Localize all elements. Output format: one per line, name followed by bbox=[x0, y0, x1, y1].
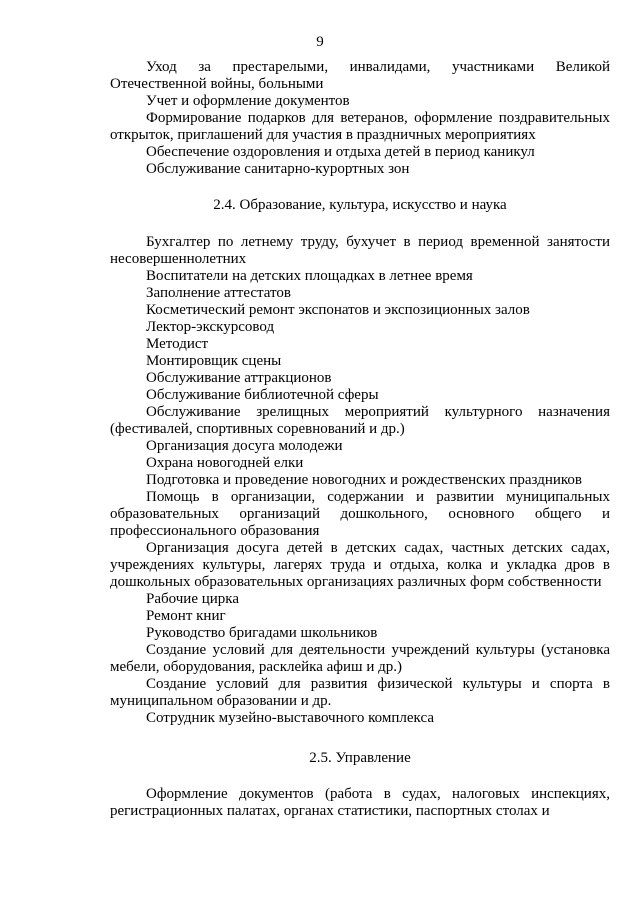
list-item: Учет и оформление документов bbox=[146, 93, 350, 109]
section-2-4-heading-block bbox=[110, 197, 610, 214]
list-item: Сотрудник музейно-выставочного комплекса bbox=[146, 710, 434, 726]
list-item: Охрана новогодней елки bbox=[146, 455, 304, 471]
list-item: Организация досуга детей в детских садах, частных детских садах, учреждениях культуры, лагерях труда и отдыха, колка и укладка дров в дошкольных образовательных организациях различных форм собственности bbox=[110, 540, 610, 590]
list-item: Рабочие цирка bbox=[146, 591, 239, 607]
section-2-4-list bbox=[110, 234, 610, 727]
page-number: 9 bbox=[316, 34, 324, 50]
list-item: Обслуживание зрелищных мероприятий культурного назначения (фестивалей, спортивных соревнований и др.) bbox=[110, 404, 610, 437]
list-item: Обеспечение оздоровления и отдыха детей в период каникул bbox=[146, 144, 535, 160]
list-item: Заполнение аттестатов bbox=[146, 285, 291, 301]
list-item: Формирование подарков для ветеранов, оформление поздравительных открыток, приглашений для участия в праздничных мероприятиях bbox=[110, 110, 610, 143]
section-2-5-list bbox=[110, 786, 610, 820]
list-item: Воспитатели на детских площадках в летнее время bbox=[146, 268, 473, 284]
section-heading: 2.4. Образование, культура, искусство и наука bbox=[213, 197, 507, 213]
list-item: Создание условий для развития физической культуры и спорта в муниципальном образовании и др. bbox=[110, 676, 610, 709]
list-item: Подготовка и проведение новогодних и рождественских праздников bbox=[146, 472, 583, 488]
list-item: Обслуживание санитарно-курортных зон bbox=[146, 161, 410, 177]
section-heading: 2.5. Управление bbox=[309, 750, 411, 766]
list-item: Руководство бригадами школьников bbox=[146, 625, 378, 641]
list-item: Монтировщик сцены bbox=[146, 353, 282, 369]
list-item: Оформление документов (работа в судах, налоговых инспекциях, регистрационных палатах, органах статистики, паспортных столах и bbox=[110, 786, 610, 819]
list-item: Уход за престарелыми, инвалидами, участниками Великой Отечественной войны, больными bbox=[110, 59, 610, 92]
section-a-list bbox=[110, 59, 610, 178]
list-item: Методист bbox=[146, 336, 209, 352]
list-item: Создание условий для деятельности учреждений культуры (установка мебели, оборудования, расклейка афиш и др.) bbox=[110, 642, 610, 675]
list-item: Бухгалтер по летнему труду, бухучет в период временной занятости несовершеннолетних bbox=[110, 234, 610, 267]
list-item: Обслуживание аттракционов bbox=[146, 370, 332, 386]
list-item: Лектор-экскурсовод bbox=[146, 319, 275, 335]
section-2-5-heading-block bbox=[110, 750, 610, 767]
list-item: Помощь в организации, содержании и развитии муниципальных образовательных организаций дошкольного, основного общего и профессионального образования bbox=[110, 489, 610, 539]
list-item: Ремонт книг bbox=[146, 608, 226, 624]
list-item: Обслуживание библиотечной сферы bbox=[146, 387, 379, 403]
list-item: Организация досуга молодежи bbox=[146, 438, 343, 454]
list-item: Косметический ремонт экспонатов и экспозиционных залов bbox=[146, 302, 530, 318]
